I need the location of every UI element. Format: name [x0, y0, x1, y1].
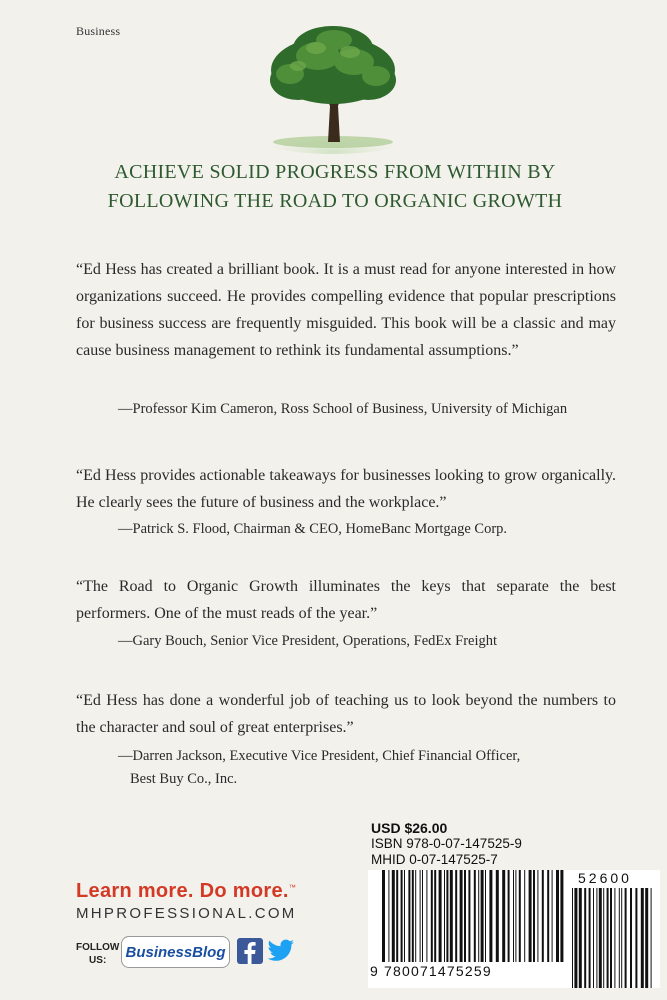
barcode-bar [529, 870, 532, 962]
barcode-bar [547, 870, 549, 962]
follow-us-line-2: US: [89, 955, 107, 966]
follow-us-label [76, 941, 119, 967]
barcode-bar [584, 888, 586, 988]
barcode-bar [401, 870, 403, 962]
barcode-bar [468, 870, 470, 962]
category-label: Business [76, 24, 121, 38]
barcode-supplement-digits: 52600 [578, 870, 632, 886]
barcode-bar [382, 870, 385, 962]
barcode-bar [610, 888, 612, 988]
barcode-bar [481, 870, 484, 962]
barcode-bar [537, 870, 538, 962]
barcode-bar [574, 888, 577, 988]
barcode-lead-digit: 9 [370, 963, 378, 979]
barcode-bar [599, 888, 602, 988]
barcode-bar [450, 870, 453, 962]
barcode-bar [420, 870, 421, 962]
barcode-bar [607, 888, 609, 988]
barcode-bar [496, 870, 499, 962]
price: USD $26.00 [371, 820, 448, 836]
barcode-bar [474, 870, 476, 962]
barcode-bar [502, 870, 505, 962]
barcode-bar [489, 870, 492, 962]
barcode-bar [434, 870, 436, 962]
barcode-bar [625, 888, 627, 988]
barcode-bar [426, 870, 427, 962]
endorsement-quote-3: “The Road to Organic Growth illuminates the keys that separate the best performers. One of the must reads of the year.” [76, 578, 616, 622]
headline-line-1: ACHIEVE SOLID PROGRESS FROM WITHIN BY [114, 161, 556, 183]
barcode-bar [651, 888, 652, 988]
barcode-bar [422, 870, 423, 962]
barcode-bar [619, 888, 620, 988]
barcode-bar [444, 870, 445, 962]
endorsement-attribution-4-line-2: Best Buy Co., Inc. [130, 771, 238, 787]
endorsement-attribution-2: —Patrick S. Flood, Chairman & CEO, HomeBanc Mortgage Corp. [118, 521, 508, 537]
barcode-bar [645, 888, 648, 988]
publisher-tagline: Learn more. Do more.™ [76, 880, 297, 902]
barcode-bar [630, 888, 632, 988]
barcode-bar [614, 888, 615, 988]
barcode-bar [560, 870, 563, 962]
endorsement-attribution-3: —Gary Bouch, Senior Vice President, Operations, FedEx Freight [118, 633, 498, 649]
barcode-bar [552, 870, 553, 962]
barcode-bar [513, 870, 514, 962]
barcode-bar [533, 870, 535, 962]
barcode-bar [460, 870, 463, 962]
isbn: ISBN 978-0-07-147525-9 [371, 836, 522, 851]
barcode-bar [556, 870, 559, 962]
barcode-bar [392, 870, 395, 962]
price-block [371, 820, 522, 868]
barcode-bar [621, 888, 622, 988]
publisher-tagline-text: Learn more. Do more. [76, 880, 289, 902]
oak-tree-illustration [258, 22, 408, 154]
publisher-url[interactable]: MHPROFESSIONAL.COM [76, 905, 297, 922]
barcode-bar [404, 870, 405, 962]
barcode-bar [596, 888, 597, 988]
barcode-bar [635, 888, 637, 988]
barcode-bar [593, 888, 594, 988]
barcode-bar [519, 870, 521, 962]
isbn-barcode [368, 870, 660, 988]
barcode-bar [396, 870, 398, 962]
barcode-bar [508, 870, 510, 962]
barcode-bar [446, 870, 448, 962]
barcode-bar [603, 888, 604, 988]
barcode-bar [524, 870, 525, 962]
barcode-bar [455, 870, 457, 962]
barcode-digits: 780071475259 [384, 963, 492, 979]
barcode-bar [641, 888, 644, 988]
headline-line-2: FOLLOWING THE ROAD TO ORGANIC GROWTH [107, 190, 563, 212]
barcode-bar [408, 870, 410, 962]
barcode-bar [478, 870, 479, 962]
headline [40, 158, 630, 216]
barcode-bar [572, 888, 573, 988]
barcode-bar [464, 870, 466, 962]
barcode-bar [439, 870, 442, 962]
endorsement-quote-4: “Ed Hess has done a wonderful job of teaching us to look beyond the numbers to the character and soul of great enterprises.” [76, 692, 616, 736]
barcode-bar [579, 888, 582, 988]
barcode-bar [412, 870, 414, 962]
barcode-bar [431, 870, 433, 962]
endorsement-quote-1: “Ed Hess has created a brilliant book. It is a must read for anyone interested in how organizations succeed. He provides compelling evidence that popular prescriptions for business success are frequently misguided. This book will be a classic and may cause business management to rethink its fundamental assumptions.” [76, 261, 616, 359]
endorsement-attribution-1: —Professor Kim Cameron, Ross School of Business, University of Michigan [118, 401, 568, 417]
barcode-bar [515, 870, 516, 962]
barcode-bar [388, 870, 389, 962]
barcode-bar [542, 870, 544, 962]
endorsement-quote-2: “Ed Hess provides actionable takeaways for businesses looking to grow organically. He clearly sees the future of business and the workplace.” [76, 467, 616, 511]
barcode-bar [415, 870, 416, 962]
twitter-bird-icon[interactable] [266, 936, 296, 964]
endorsement-attribution-4-line-1: —Darren Jackson, Executive Vice President, Chief Financial Officer, [118, 748, 521, 764]
facebook-icon[interactable] [237, 938, 263, 964]
mhid: MHID 0-07-147525-7 [371, 852, 498, 867]
business-blog-badge[interactable]: BusinessBlog [121, 936, 230, 968]
barcode-bar [485, 870, 486, 962]
follow-us-line-1: FOLLOW [76, 942, 120, 953]
barcode-bar [589, 888, 591, 988]
